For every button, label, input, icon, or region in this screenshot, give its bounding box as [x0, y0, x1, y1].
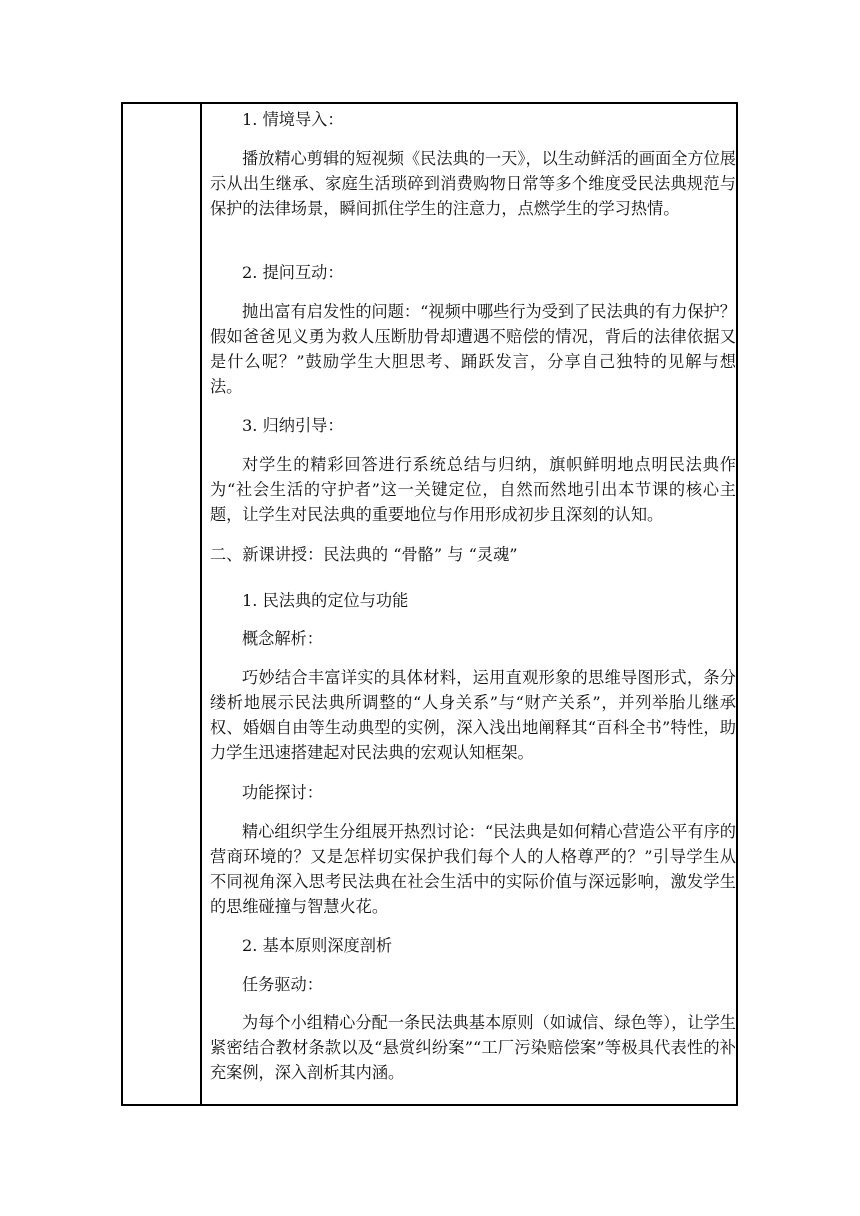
- section-two-heading: 二、新课讲授：民法典的 “骨骼” 与 “灵魂”: [210, 545, 518, 564]
- function-body: 精心组织学生分组展开热烈讨论：“民法典是如何精心营造公平有序的营商环境的？又是怎样切实保护我们每个人的人格尊严的？”引导学生从不同视角深入思考民法典在社会生活中的实际价值与深远影响，激发学生的思维碰撞与智慧火花。: [210, 822, 736, 916]
- table-content-cell: [202, 104, 736, 1104]
- principles-heading: 2. 基本原则深度剖析: [242, 936, 393, 955]
- lead-in-body: 播放精心剪辑的短视频《民法典的一天》，以生动鲜活的画面全方位展示从出生继承、家庭生活琐碎到消费购物日常等多个维度受民法典规范与保护的法律场景，瞬间抓住学生的注意力，点燃学生的学习热情。: [210, 149, 736, 218]
- summary-body: 对学生的精彩回答进行系统总结与归纳，旗帜鲜明地点明民法典作为“社会生活的守护者”这一关键定位，自然而然地引出本节课的核心主题，让学生对民法典的重要地位与作用形成初步且深刻的认知。: [210, 455, 736, 524]
- lesson-table: [121, 102, 738, 1106]
- task-body: 为每个小组精心分配一条民法典基本原则（如诚信、绿色等），让学生紧密结合教材条款以及“悬赏纠纷案”“工厂污染赔偿案”等极具代表性的补充案例，深入剖析其内涵。: [210, 1013, 736, 1082]
- table-left-column: [123, 104, 202, 1104]
- summary-heading: 3. 归纳引导：: [242, 416, 344, 435]
- concept-label: 概念解析：: [242, 629, 323, 648]
- concept-body: 巧妙结合丰富详实的具体材料，运用直观形象的思维导图形式，条分缕析地展示民法典所调整的“人身关系”与“财产关系”，并列举胎儿继承权、婚姻自由等生动典型的实例，深入浅出地阐释其“百科全书”特性，助力学生迅速搭建起对民法典的宏观认知框架。: [210, 668, 736, 762]
- lead-in-heading: 1. 情境导入：: [242, 110, 344, 129]
- task-label: 任务驱动：: [242, 975, 323, 994]
- function-label: 功能探讨：: [242, 783, 323, 802]
- interaction-heading: 2. 提问互动：: [242, 263, 344, 282]
- positioning-heading: 1. 民法典的定位与功能: [242, 591, 409, 610]
- interaction-body: 抛出富有启发性的问题：“视频中哪些行为受到了民法典的有力保护？假如爸爸见义勇为救人压断肋骨却遭遇不赔偿的情况，背后的法律依据又是什么呢？”鼓励学生大胆思考、踊跃发言，分享自己独特的见解与想法。: [210, 302, 736, 396]
